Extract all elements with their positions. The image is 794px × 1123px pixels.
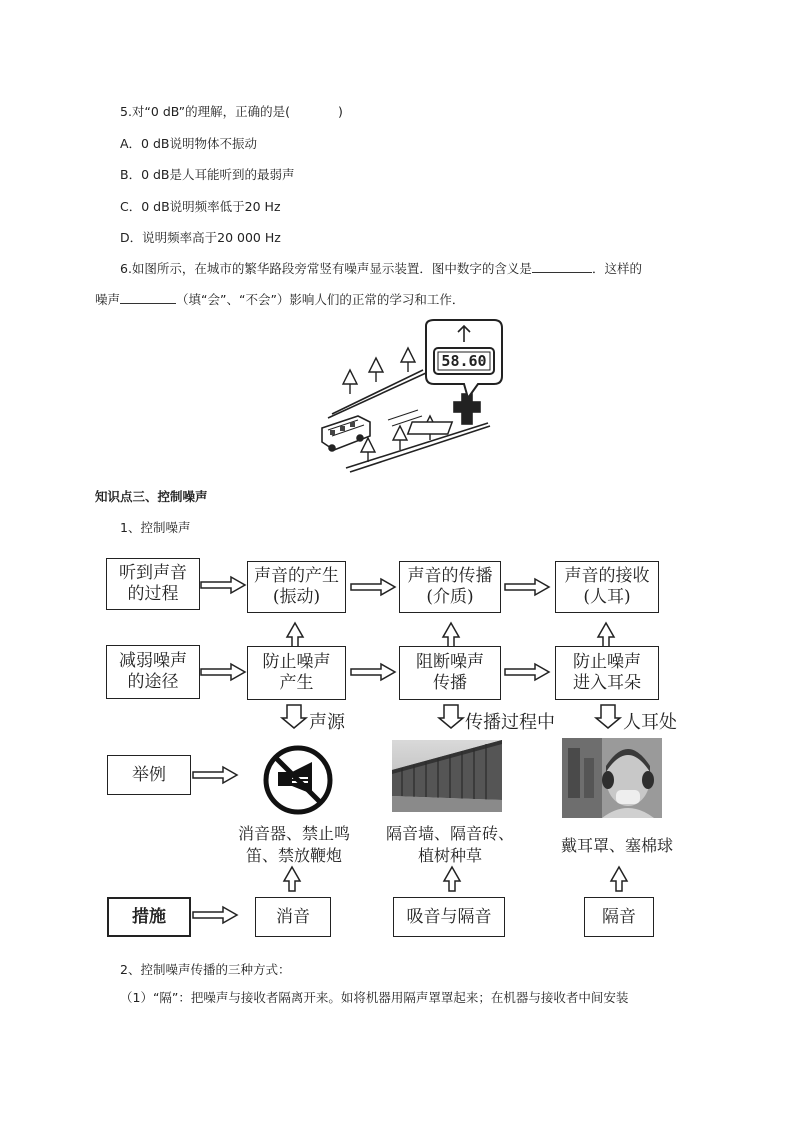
measure-absorb-isolate-box: 吸音与隔音 <box>393 897 505 937</box>
q5-stem: 5.对“0 dB”的理解，正确的是( ) <box>120 104 343 119</box>
caption-ear-methods: 戴耳罩、塞棉球 <box>560 836 673 855</box>
subsection-2: 2、控制噪声传播的三种方式： <box>120 962 291 977</box>
sound-propagation-box: 声音的传播 (介质) <box>399 561 501 613</box>
q6-line1: 6.如图所示，在城市的繁华路段旁常竖有噪声显示装置．图中数字的含义是 ．这样的 <box>120 261 642 276</box>
no-horn-icon <box>262 744 334 816</box>
location-source: 声源 <box>309 712 345 733</box>
q5-option-c: C．0 dB说明频率低于20 Hz <box>120 199 281 214</box>
section-title: 知识点三、控制噪声 <box>95 489 208 504</box>
answer-blank-1[interactable] <box>532 260 592 273</box>
prevent-noise-entering-ears-box: 防止噪声 进入耳朵 <box>555 646 659 700</box>
q5-option-d: D．说明频率高于20 000 Hz <box>120 230 281 245</box>
noise-display-value: 58.60 <box>441 352 487 370</box>
q5-option-a: A．0 dB说明物体不振动 <box>120 136 257 151</box>
method-isolation-text: （1）“隔”：把噪声与接收者隔离开来。如将机器用隔声罩罩起来；在机器与接收者中间安装 <box>120 990 629 1005</box>
caption-source-methods: 消音器、禁止鸣 笛、禁放鞭炮 <box>237 824 350 865</box>
example-label-box: 举例 <box>107 755 191 795</box>
sound-reception-box: 声音的接收 (人耳) <box>555 561 659 613</box>
measure-silencing-box: 消音 <box>255 897 331 937</box>
street-noise-figure <box>318 318 518 480</box>
answer-blank-2[interactable] <box>120 291 176 304</box>
measure-isolation-box: 隔音 <box>584 897 654 937</box>
row1-head-box: 听到声音 的过程 <box>106 558 200 610</box>
tree-icons-top <box>343 348 415 394</box>
subsection-1: 1、控制噪声 <box>120 520 191 535</box>
location-ear: 人耳处 <box>623 712 677 733</box>
sound-barrier-wall-image <box>392 740 502 812</box>
location-propagation: 传播过程中 <box>465 712 555 733</box>
measure-label-box: 措施 <box>107 897 191 937</box>
caption-propagation-methods: 隔音墙、隔音砖、 植树种草 <box>385 824 514 865</box>
prevent-noise-generation-box: 防止噪声 产生 <box>247 646 346 700</box>
sound-production-box: 声音的产生 (振动) <box>247 561 346 613</box>
block-noise-propagation-box: 阻断噪声 传播 <box>399 646 501 700</box>
ear-protection-person-image <box>562 738 662 818</box>
q6-line2: 噪声 （填“会”、“不会”）影响人们的正常的学习和工作． <box>95 292 465 307</box>
q5-option-b: B．0 dB是人耳能听到的最弱声 <box>120 167 295 182</box>
row2-head-box: 减弱噪声 的途径 <box>106 645 200 699</box>
noise-control-flowchart <box>95 545 710 950</box>
